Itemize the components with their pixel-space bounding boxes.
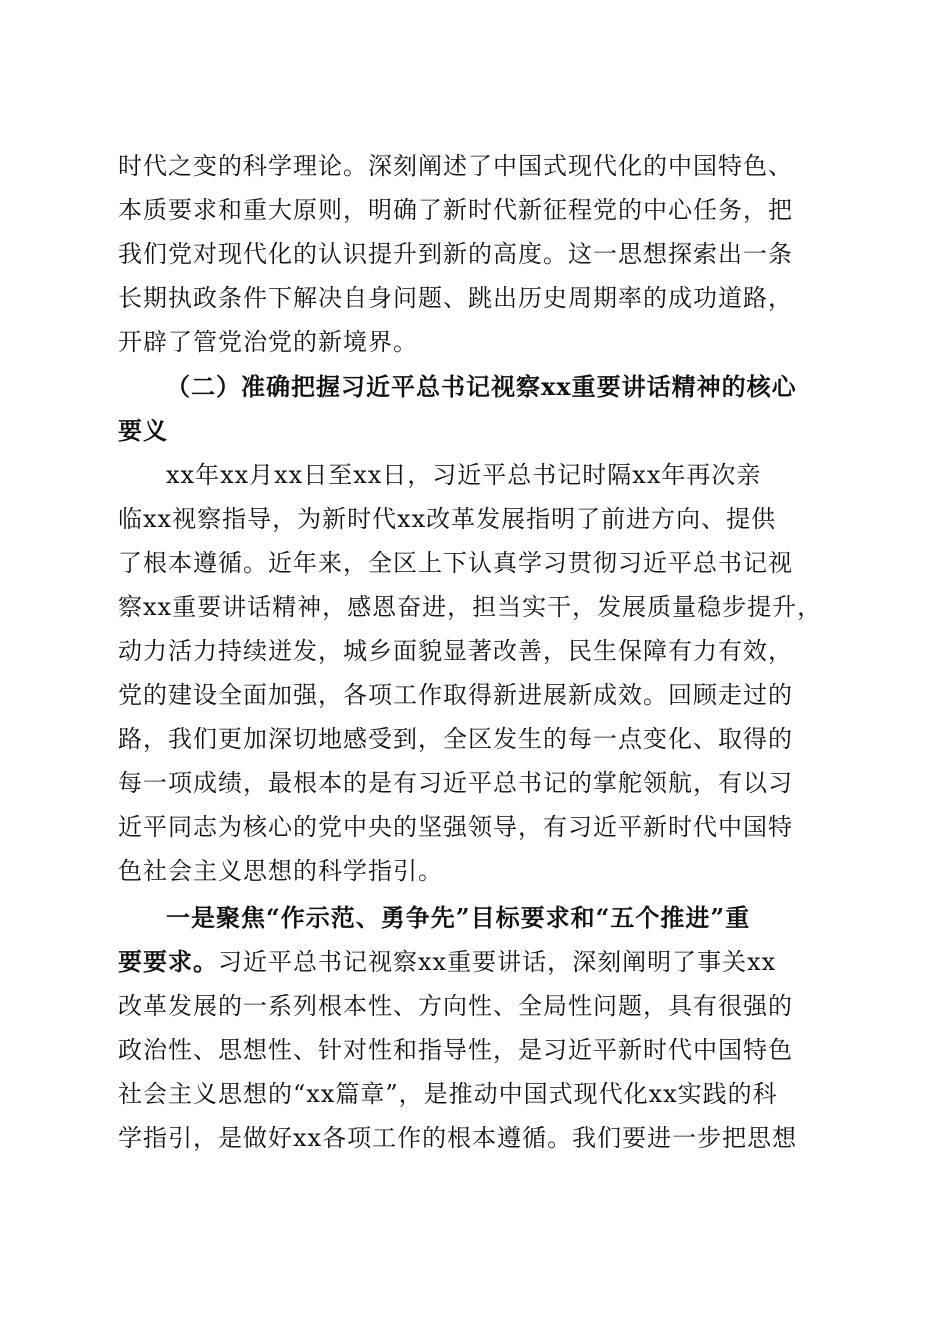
text-line: 长期执政条件下解决自身问题、跳出历史周期率的成功道路， bbox=[118, 284, 793, 312]
paragraph-line: 路，我们更加深切地感受到，全区发生的每一点变化、取得的 bbox=[118, 725, 793, 753]
text-line: 本质要求和重大原则，明确了新时代新征程党的中心任务，把 bbox=[118, 196, 793, 224]
paragraph-line: 社会主义思想的“xx篇章”，是推动中国式现代化xx实践的科 bbox=[118, 1080, 778, 1108]
paragraph-line: 察xx重要讲话精神，感恩奋进，担当实干，发展质量稳步提升， bbox=[118, 593, 823, 621]
paragraph-line: 改革发展的一系列根本性、方向性、全局性问题，具有很强的 bbox=[118, 992, 793, 1020]
paragraph-line bbox=[118, 942, 838, 982]
paragraph-line: 每一项成绩，最根本的是有习近平总书记的掌舵领航，有以习 bbox=[118, 769, 793, 797]
paragraph-line: xx年xx月xx日至xx日，习近平总书记时隔xx年再次亲 bbox=[166, 461, 762, 489]
paragraph-line: 近平同志为核心的党中央的坚强领导，有习近平新时代中国特 bbox=[118, 813, 793, 841]
paragraph-line: 临xx视察指导，为新时代xx改革发展指明了前进方向、提供 bbox=[118, 505, 777, 533]
paragraph-line: 动力活力持续迸发，城乡面貌显著改善，民生保障有力有效， bbox=[118, 637, 793, 665]
paragraph-line: 学指引，是做好xx各项工作的根本遵循。我们要进一步把思想 bbox=[118, 1124, 798, 1152]
bold-lead-line: 一是聚焦“作示范、勇争先”目标要求和“五个推进”重 bbox=[166, 903, 751, 932]
paragraph-line: 党的建设全面加强，各项工作取得新进展新成效。回顾走过的 bbox=[118, 681, 793, 709]
text-line: 我们党对现代化的认识提升到新的高度。这一思想探索出一条 bbox=[118, 240, 793, 268]
section-heading: 要义 bbox=[118, 416, 168, 445]
section-heading: （二）准确把握习近平总书记视察xx重要讲话精神的核心 bbox=[166, 372, 797, 401]
text-line: 时代之变的科学理论。深刻阐述了中国式现代化的中国特色、 bbox=[118, 152, 793, 180]
paragraph-line: 政治性、思想性、针对性和指导性，是习近平新时代中国特色 bbox=[118, 1036, 793, 1064]
paragraph-line: 了根本遵循。近年来，全区上下认真学习贯彻习近平总书记视 bbox=[118, 549, 793, 577]
paragraph-text: 习近平总书记视察xx重要讲话，深刻阐明了事关xx bbox=[218, 948, 777, 976]
text-line: 开辟了管党治党的新境界。 bbox=[118, 328, 418, 356]
bold-lead-end: 要要求。 bbox=[118, 947, 218, 976]
paragraph-line: 色社会主义思想的科学指引。 bbox=[118, 857, 443, 885]
